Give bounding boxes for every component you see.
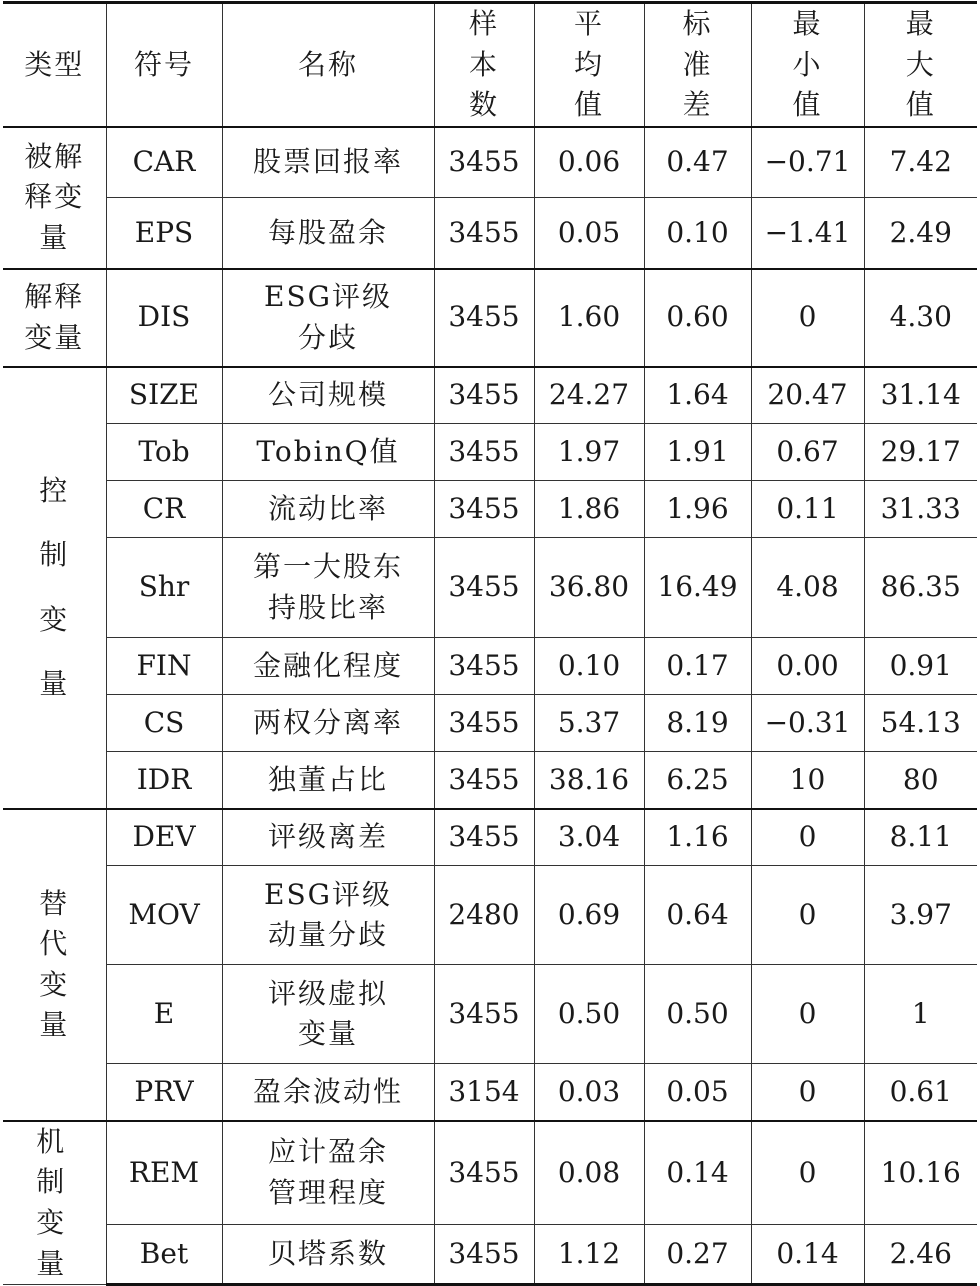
- min-cell: 0: [751, 809, 864, 866]
- max-cell: 2.46: [864, 1225, 977, 1285]
- min-cell: 0: [751, 965, 864, 1064]
- symbol-cell: Shr: [106, 538, 222, 638]
- table-row: [3, 367, 977, 424]
- mean-cell: 1.60: [534, 269, 644, 367]
- max-cell: 80: [864, 752, 977, 809]
- mean-cell: 3.04: [534, 809, 644, 866]
- variable-name-cell: 流动比率: [222, 481, 434, 538]
- max-cell: 1: [864, 965, 977, 1064]
- min-cell: −1.41: [751, 198, 864, 269]
- symbol-cell: REM: [106, 1121, 222, 1225]
- header-mean: 平均值: [534, 3, 644, 127]
- symbol-cell: CR: [106, 481, 222, 538]
- sample-size-cell: 3455: [434, 127, 534, 198]
- sample-size-cell: 3455: [434, 638, 534, 695]
- sample-size-cell: 3455: [434, 198, 534, 269]
- std-dev-cell: 1.91: [644, 424, 751, 481]
- max-cell: 8.11: [864, 809, 977, 866]
- mean-cell: 1.86: [534, 481, 644, 538]
- mean-cell: 0.10: [534, 638, 644, 695]
- variable-name-cell: TobinQ值: [222, 424, 434, 481]
- symbol-cell: CAR: [106, 127, 222, 198]
- table-row: [3, 424, 977, 481]
- category-cell: 被解释变量: [3, 127, 106, 269]
- std-dev-cell: 0.27: [644, 1225, 751, 1285]
- symbol-cell: DEV: [106, 809, 222, 866]
- table-row: [3, 538, 977, 638]
- symbol-cell: MOV: [106, 866, 222, 965]
- variable-name-cell: 盈余波动性: [222, 1064, 434, 1121]
- header-sample-size: 样本数: [434, 3, 534, 127]
- max-cell: 0.61: [864, 1064, 977, 1121]
- mean-cell: 0.03: [534, 1064, 644, 1121]
- mean-cell: 1.97: [534, 424, 644, 481]
- max-cell: 7.42: [864, 127, 977, 198]
- header-symbol: 符号: [106, 3, 222, 127]
- table-row: [3, 1064, 977, 1121]
- min-cell: 4.08: [751, 538, 864, 638]
- table-row: [3, 269, 977, 367]
- std-dev-cell: 0.10: [644, 198, 751, 269]
- header-row: [3, 3, 977, 127]
- symbol-cell: CS: [106, 695, 222, 752]
- symbol-cell: PRV: [106, 1064, 222, 1121]
- category-cell: 解释变量: [3, 269, 106, 367]
- max-cell: 3.97: [864, 866, 977, 965]
- std-dev-cell: 0.05: [644, 1064, 751, 1121]
- table-row: [3, 1121, 977, 1225]
- min-cell: −0.71: [751, 127, 864, 198]
- variable-name-cell: 每股盈余: [222, 198, 434, 269]
- min-cell: 0: [751, 866, 864, 965]
- std-dev-cell: 1.96: [644, 481, 751, 538]
- category-cell: 机制变量: [3, 1121, 106, 1285]
- variable-name-cell: 独董占比: [222, 752, 434, 809]
- std-dev-cell: 16.49: [644, 538, 751, 638]
- mean-cell: 36.80: [534, 538, 644, 638]
- category-cell: 替代变量: [3, 809, 106, 1121]
- table-row: [3, 809, 977, 866]
- std-dev-cell: 6.25: [644, 752, 751, 809]
- std-dev-cell: 0.64: [644, 866, 751, 965]
- category-cell: 控制变量: [3, 367, 106, 809]
- sample-size-cell: 3455: [434, 481, 534, 538]
- sample-size-cell: 2480: [434, 866, 534, 965]
- sample-size-cell: 3455: [434, 269, 534, 367]
- symbol-cell: E: [106, 965, 222, 1064]
- table-row: [3, 481, 977, 538]
- std-dev-cell: 0.50: [644, 965, 751, 1064]
- variable-name-cell: 第一大股东持股比率: [222, 538, 434, 638]
- std-dev-cell: 1.64: [644, 367, 751, 424]
- mean-cell: 0.69: [534, 866, 644, 965]
- variable-name-cell: 评级虚拟变量: [222, 965, 434, 1064]
- header-name: 名称: [222, 3, 434, 127]
- descriptive-statistics-table: [3, 1, 977, 1286]
- max-cell: 54.13: [864, 695, 977, 752]
- mean-cell: 0.05: [534, 198, 644, 269]
- mean-cell: 24.27: [534, 367, 644, 424]
- std-dev-cell: 1.16: [644, 809, 751, 866]
- sample-size-cell: 3154: [434, 1064, 534, 1121]
- mean-cell: 0.08: [534, 1121, 644, 1225]
- mean-cell: 0.50: [534, 965, 644, 1064]
- variable-name-cell: 评级离差: [222, 809, 434, 866]
- table-row: [3, 198, 977, 269]
- max-cell: 2.49: [864, 198, 977, 269]
- min-cell: 0.00: [751, 638, 864, 695]
- sample-size-cell: 3455: [434, 538, 534, 638]
- min-cell: 0.67: [751, 424, 864, 481]
- mean-cell: 1.12: [534, 1225, 644, 1285]
- variable-name-cell: 金融化程度: [222, 638, 434, 695]
- sample-size-cell: 3455: [434, 1121, 534, 1225]
- sample-size-cell: 3455: [434, 695, 534, 752]
- variable-name-cell: 股票回报率: [222, 127, 434, 198]
- sample-size-cell: 3455: [434, 752, 534, 809]
- table-row: [3, 638, 977, 695]
- symbol-cell: EPS: [106, 198, 222, 269]
- variable-name-cell: 公司规模: [222, 367, 434, 424]
- header-max: 最大值: [864, 3, 977, 127]
- min-cell: 0: [751, 269, 864, 367]
- symbol-cell: Tob: [106, 424, 222, 481]
- symbol-cell: IDR: [106, 752, 222, 809]
- min-cell: 0: [751, 1121, 864, 1225]
- symbol-cell: SIZE: [106, 367, 222, 424]
- variable-name-cell: ESG评级动量分歧: [222, 866, 434, 965]
- symbol-cell: Bet: [106, 1225, 222, 1285]
- table-row: [3, 752, 977, 809]
- max-cell: 31.14: [864, 367, 977, 424]
- min-cell: −0.31: [751, 695, 864, 752]
- min-cell: 0.14: [751, 1225, 864, 1285]
- max-cell: 31.33: [864, 481, 977, 538]
- max-cell: 86.35: [864, 538, 977, 638]
- header-min: 最小值: [751, 3, 864, 127]
- variable-name-cell: ESG评级分歧: [222, 269, 434, 367]
- table-row: [3, 695, 977, 752]
- max-cell: 29.17: [864, 424, 977, 481]
- min-cell: 10: [751, 752, 864, 809]
- max-cell: 4.30: [864, 269, 977, 367]
- max-cell: 10.16: [864, 1121, 977, 1225]
- sample-size-cell: 3455: [434, 367, 534, 424]
- sample-size-cell: 3455: [434, 424, 534, 481]
- table-row: [3, 965, 977, 1064]
- sample-size-cell: 3455: [434, 809, 534, 866]
- min-cell: 20.47: [751, 367, 864, 424]
- variable-name-cell: 贝塔系数: [222, 1225, 434, 1285]
- min-cell: 0.11: [751, 481, 864, 538]
- min-cell: 0: [751, 1064, 864, 1121]
- symbol-cell: DIS: [106, 269, 222, 367]
- mean-cell: 5.37: [534, 695, 644, 752]
- header-type: 类型: [3, 3, 106, 127]
- header-std-dev: 标准差: [644, 3, 751, 127]
- std-dev-cell: 0.47: [644, 127, 751, 198]
- std-dev-cell: 0.17: [644, 638, 751, 695]
- std-dev-cell: 0.14: [644, 1121, 751, 1225]
- sample-size-cell: 3455: [434, 1225, 534, 1285]
- std-dev-cell: 0.60: [644, 269, 751, 367]
- max-cell: 0.91: [864, 638, 977, 695]
- variable-name-cell: 两权分离率: [222, 695, 434, 752]
- variable-name-cell: 应计盈余管理程度: [222, 1121, 434, 1225]
- table-row: [3, 127, 977, 198]
- sample-size-cell: 3455: [434, 965, 534, 1064]
- table-row: [3, 1225, 977, 1285]
- table-row: [3, 866, 977, 965]
- symbol-cell: FIN: [106, 638, 222, 695]
- mean-cell: 38.16: [534, 752, 644, 809]
- std-dev-cell: 8.19: [644, 695, 751, 752]
- mean-cell: 0.06: [534, 127, 644, 198]
